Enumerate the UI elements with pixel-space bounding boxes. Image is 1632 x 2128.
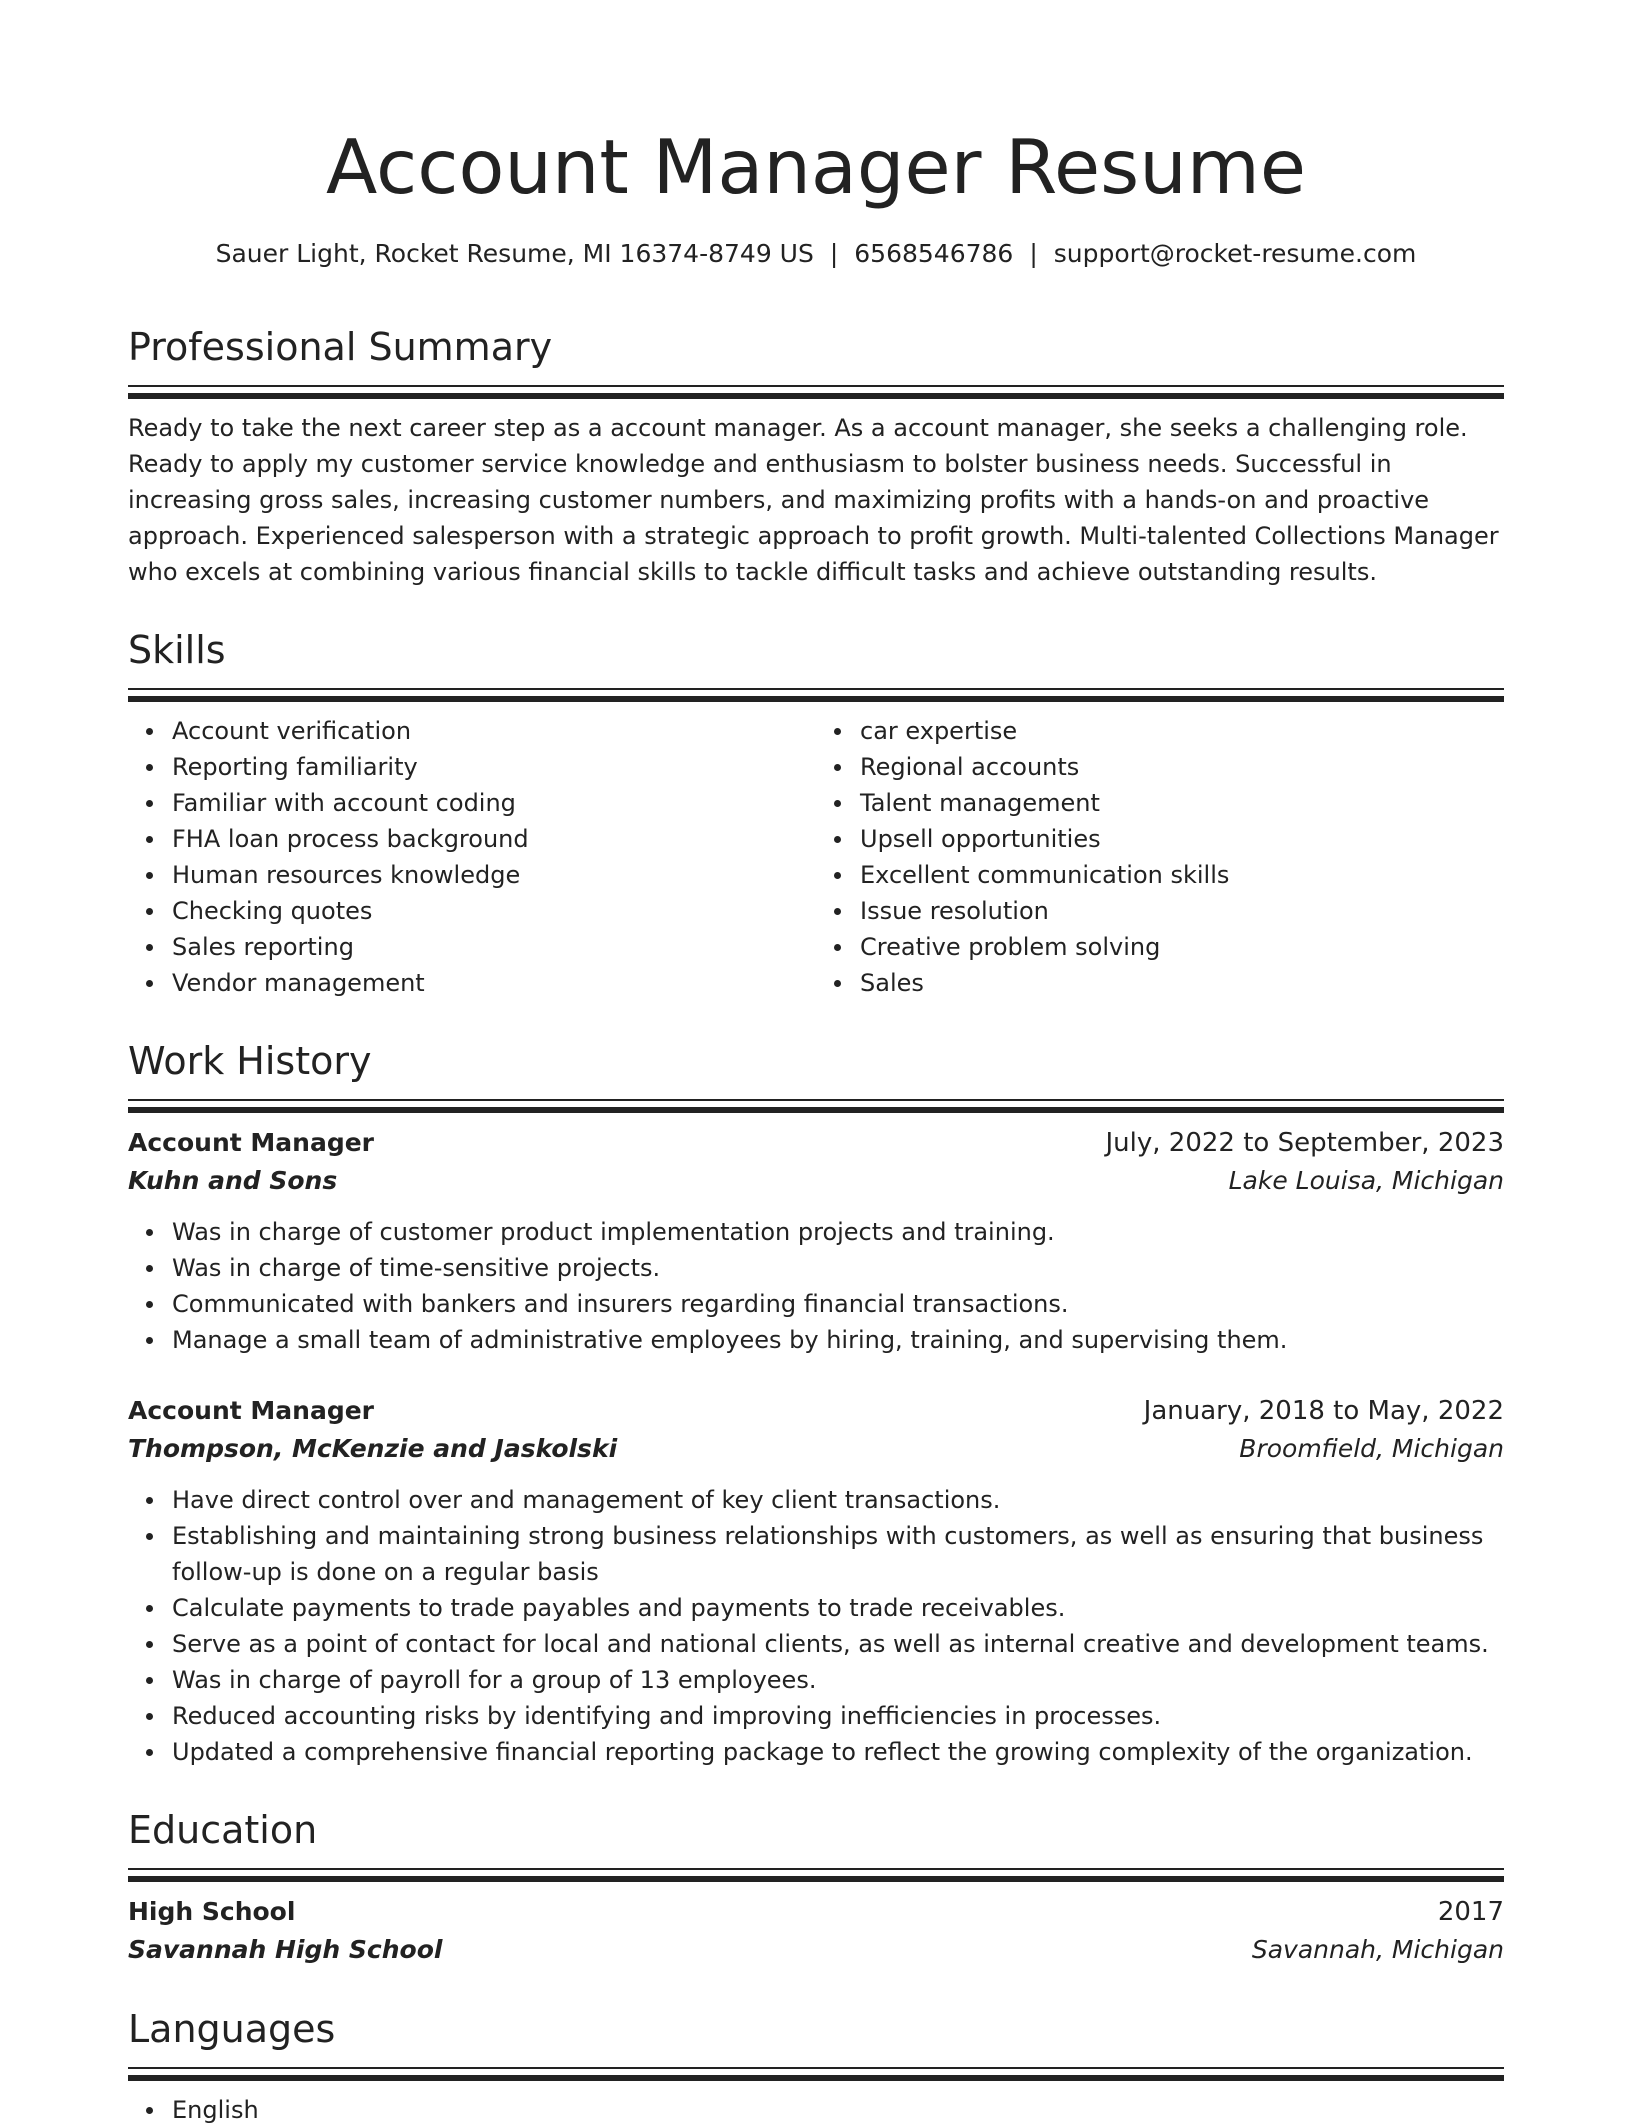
separator: | [829,239,839,268]
duty-item: Was in charge of time-sensitive projects. [172,1250,1504,1286]
job-title: Account Manager [128,1396,375,1425]
phone: 6568546786 [854,239,1014,268]
languages-list [128,2092,1504,2128]
skills-left-list [128,713,816,1001]
job-company-row [128,1430,1504,1468]
section-title: Professional Summary [128,325,553,369]
duty-item: Reduced accounting risks by identifying and improving inefficiencies in processes. [172,1698,1504,1734]
degree: High School [128,1897,296,1926]
job-dates: January, 2018 to May, 2022 [1143,1396,1504,1426]
section-title: Languages [128,2007,336,2051]
duty-item: Communicated with bankers and insurers regarding financial transactions. [172,1286,1504,1322]
skills-right-list [816,713,1504,1001]
duty-item: Manage a small team of administrative employees by hiring, training, and supervising them. [172,1322,1504,1358]
duty-item: Serve as a point of contact for local and national clients, as well as internal creative and development teams. [172,1626,1504,1662]
graduation-year: 2017 [1437,1897,1504,1927]
skill-item: Regional accounts [860,749,1504,785]
email-link[interactable]: support@rocket-resume.com [1053,239,1417,268]
job-dates: July, 2022 to September, 2023 [1105,1128,1504,1158]
skills-section [128,626,1504,1001]
skill-item: Issue resolution [860,893,1504,929]
skill-item: Upsell opportunities [860,821,1504,857]
skill-item: Creative problem solving [860,929,1504,965]
job-company-row [128,1162,1504,1200]
skills-columns [128,713,1504,1001]
company-name: Kuhn and Sons [128,1166,338,1195]
section-title: Skills [128,628,226,672]
separator: | [1029,239,1038,268]
resume-page [128,0,1504,2128]
duty-item: Establishing and maintaining strong business relationships with customers, as well as ensuring that business follow-up is done on a regular basis [172,1518,1504,1590]
contact-line [128,237,1504,271]
job-header-row [128,1124,1504,1162]
job-title: Account Manager [128,1128,375,1157]
address: Sauer Light, Rocket Resume, MI 16374-8749 US [215,239,814,268]
education-header-row [128,1893,1504,1931]
duty-item: Was in charge of customer product implementation projects and training. [172,1214,1504,1250]
job-duties-list [128,1214,1504,1358]
job-header-row [128,1392,1504,1430]
summary-section [128,323,1504,590]
section-divider [128,385,1504,390]
skill-item: Talent management [860,785,1504,821]
job-entry [128,1124,1504,1358]
section-divider [128,1099,1504,1104]
skill-item: Familiar with account coding [172,785,816,821]
section-title: Education [128,1808,318,1852]
section-title: Work History [128,1039,372,1083]
skill-item: Human resources knowledge [172,857,816,893]
language-item: English [172,2092,1504,2128]
skill-item: Reporting familiarity [172,749,816,785]
section-divider [128,688,1504,693]
company-name: Thompson, McKenzie and Jaskolski [128,1434,618,1463]
summary-text: Ready to take the next career step as a account manager. As a account manager, she seeks a challenging role. Ready to apply my customer service knowledge and enthusiasm to bolster business needs. Successful in increasing gross sales, increasing customer numbers, and maximizing profits with a hands-on and proactive approach. Experienced salesperson with a strategic approach to profit growth. Multi-talented Collections Manager who excels at combining various financial skills to tackle difficult tasks and achieve outstanding results. [128,414,1499,586]
skill-item: FHA loan process background [172,821,816,857]
skill-item: Excellent communication skills [860,857,1504,893]
skill-item: Checking quotes [172,893,816,929]
duty-item: Calculate payments to trade payables and payments to trade receivables. [172,1590,1504,1626]
school-name: Savannah High School [128,1935,443,1964]
languages-section [128,2005,1504,2128]
work-history-section [128,1037,1504,1770]
duty-item: Updated a comprehensive financial reporting package to reflect the growing complexity of the organization. [172,1734,1504,1770]
section-divider [128,2067,1504,2072]
job-location: Broomfield, Michigan [1239,1434,1504,1463]
duty-item: Have direct control over and management of key client transactions. [172,1482,1504,1518]
skill-item: Sales [860,965,1504,1001]
job-duties-list [128,1482,1504,1770]
skill-item: car expertise [860,713,1504,749]
resume-title: Account Manager Resume [326,123,1306,211]
skill-item: Sales reporting [172,929,816,965]
section-divider [128,1868,1504,1873]
duty-item: Was in charge of payroll for a group of 13 employees. [172,1662,1504,1698]
skill-item: Vendor management [172,965,816,1001]
education-section [128,1806,1504,1969]
job-location: Lake Louisa, Michigan [1228,1166,1504,1195]
job-entry [128,1392,1504,1770]
school-location: Savannah, Michigan [1251,1935,1504,1964]
skill-item: Account verification [172,713,816,749]
education-school-row [128,1931,1504,1969]
